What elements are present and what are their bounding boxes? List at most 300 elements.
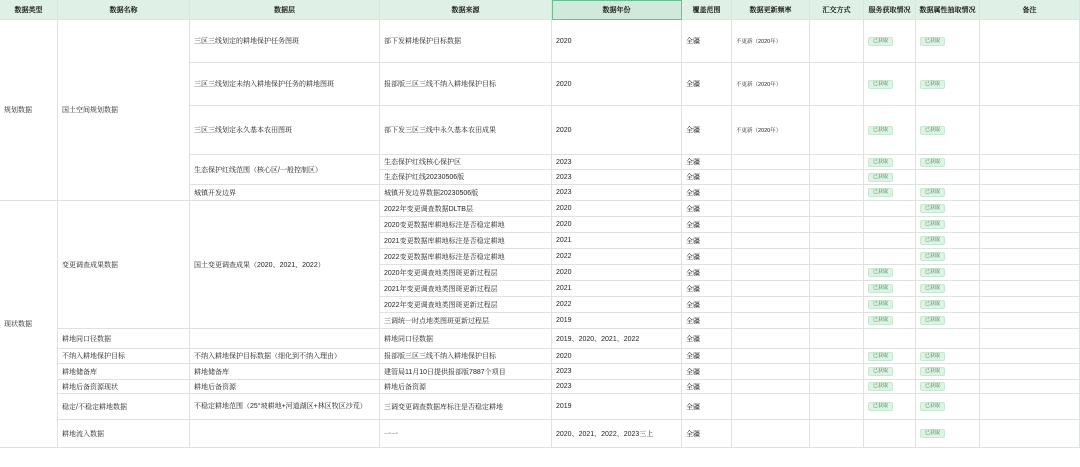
- name-territorial-planning[interactable]: [58, 20, 190, 201]
- cell-layer[interactable]: [190, 380, 380, 394]
- header-service-status[interactable]: [864, 0, 916, 20]
- cell-remarks[interactable]: [980, 380, 1080, 394]
- cell-remarks[interactable]: [980, 329, 1080, 349]
- status-badge: 已获取: [868, 126, 893, 135]
- cell-coverage[interactable]: [682, 249, 732, 265]
- header-data-type[interactable]: [0, 0, 58, 20]
- cell-layer-text: 城镇开发边界: [194, 189, 236, 197]
- cell-source-text: 三调统一时点地类图斑更新过程层: [384, 317, 489, 325]
- cell-name-text: 不纳入耕地保护目标: [62, 353, 125, 360]
- cell-year[interactable]: [552, 201, 682, 217]
- cell-year-text: 2020、2021、2022、2023三上: [556, 430, 654, 438]
- cell-remarks[interactable]: [980, 201, 1080, 217]
- cell-update-frequency[interactable]: [732, 155, 810, 170]
- cell-service-status[interactable]: [864, 420, 916, 448]
- cell-update-frequency[interactable]: [732, 394, 810, 420]
- status-badge: 已获取: [920, 252, 945, 261]
- cell-layer[interactable]: [190, 63, 380, 106]
- cell-year[interactable]: [552, 329, 682, 349]
- cell-remarks[interactable]: [980, 63, 1080, 106]
- cell-coverage-text: 全疆: [686, 301, 700, 309]
- cell-coverage-text: 全疆: [686, 353, 700, 360]
- cell-year[interactable]: [552, 313, 682, 329]
- cell-update-frequency[interactable]: [732, 297, 810, 313]
- cell-attribute-status[interactable]: [916, 201, 980, 217]
- cell-service-status[interactable]: [864, 170, 916, 185]
- cell-submission-method[interactable]: [810, 170, 864, 185]
- cell-submission-method[interactable]: [810, 265, 864, 281]
- cell-coverage-text: 全疆: [686, 403, 700, 411]
- header-service-status-text: 服务获取情况: [868, 6, 911, 14]
- cell-layer-text: 不稳定耕地范围（25°坡耕地+河道湖区+林区牧区沙荒）: [194, 403, 367, 410]
- cell-update-frequency[interactable]: [732, 420, 810, 448]
- cell-coverage[interactable]: [682, 217, 732, 233]
- cell-service-status[interactable]: [864, 201, 916, 217]
- cell-year[interactable]: [552, 217, 682, 233]
- cell-layer-text: 不纳入耕地保护目标数据（细化到不纳入理由）: [194, 353, 341, 360]
- cell-coverage-text: 全疆: [686, 317, 700, 325]
- cell-service-status[interactable]: [864, 329, 916, 349]
- cell-year-text: 2019: [556, 317, 572, 324]
- cell-name[interactable]: [58, 420, 190, 448]
- cell-source[interactable]: [380, 170, 552, 185]
- cell-coverage[interactable]: [682, 63, 732, 106]
- header-data-type-text: 数据类型: [14, 6, 43, 14]
- layer-change-survey-results-text: 国土变更调查成果（2020、2021、2022）: [194, 261, 325, 269]
- layer-change-survey-results[interactable]: [190, 201, 380, 329]
- name-territorial-planning-text: 国土空间规划数据: [62, 107, 118, 114]
- cell-layer[interactable]: [190, 349, 380, 364]
- cell-coverage[interactable]: [682, 185, 732, 201]
- cell-attribute-status[interactable]: [916, 155, 980, 170]
- cell-source-text: 部下发三区三线中永久基本农田成果: [384, 127, 496, 134]
- cell-coverage[interactable]: [682, 233, 732, 249]
- cell-source-text: 2020变更数据库耕地标注是否稳定耕地: [384, 221, 505, 229]
- cell-remarks[interactable]: [980, 281, 1080, 297]
- cell-remarks[interactable]: [980, 349, 1080, 364]
- cell-submission-method[interactable]: [810, 155, 864, 170]
- status-badge: 已获取: [920, 236, 945, 245]
- cell-update-frequency[interactable]: [732, 106, 810, 155]
- cell-name[interactable]: [58, 394, 190, 420]
- status-badge: 已获取: [868, 367, 893, 376]
- cell-service-status[interactable]: [864, 20, 916, 63]
- cell-submission-method[interactable]: [810, 217, 864, 233]
- cell-coverage[interactable]: [682, 106, 732, 155]
- status-badge: 已获取: [920, 37, 945, 46]
- cell-service-status[interactable]: [864, 297, 916, 313]
- cell-update-frequency[interactable]: [732, 63, 810, 106]
- cell-submission-method[interactable]: [810, 420, 864, 448]
- header-submission-method-text: 汇交方式: [822, 6, 851, 14]
- cell-coverage[interactable]: [682, 170, 732, 185]
- layer-ecological-redline-text: 生态保护红线范围（核心区/一般控制区）: [194, 166, 322, 174]
- cell-coverage[interactable]: [682, 420, 732, 448]
- cell-name-text: 耕地同口径数据: [62, 335, 111, 343]
- cell-layer-text: 三区三线划定的耕地保护任务图斑: [194, 38, 299, 45]
- cell-source[interactable]: [380, 281, 552, 297]
- cell-source-text: 一一: [384, 430, 398, 438]
- cell-source-text: 三调变更调查数据库标注是否稳定耕地: [384, 403, 503, 411]
- cell-year-text: 2020: [556, 205, 572, 212]
- cell-year[interactable]: [552, 364, 682, 380]
- cell-submission-method[interactable]: [810, 20, 864, 63]
- cell-year-text: 2023: [556, 189, 572, 196]
- cell-update-frequency[interactable]: [732, 380, 810, 394]
- cell-year[interactable]: [552, 185, 682, 201]
- cell-service-status[interactable]: [864, 233, 916, 249]
- cell-year[interactable]: [552, 63, 682, 106]
- cell-update-frequency[interactable]: [732, 329, 810, 349]
- group-status-data[interactable]: [0, 201, 58, 448]
- cell-attribute-status[interactable]: [916, 63, 980, 106]
- status-badge: 已获取: [868, 80, 893, 89]
- cell-coverage[interactable]: [682, 297, 732, 313]
- cell-update-frequency[interactable]: [732, 185, 810, 201]
- header-data-year[interactable]: [552, 0, 682, 20]
- cell-layer-text: 耕地储备库: [194, 368, 229, 376]
- cell-remarks[interactable]: [980, 265, 1080, 281]
- status-badge: 已获取: [920, 284, 945, 293]
- group-status-data-text: 现状数据: [4, 321, 32, 328]
- cell-coverage[interactable]: [682, 394, 732, 420]
- cell-source-text: 2021年变更调查地类图斑更新过程层: [384, 285, 498, 293]
- cell-source-text: 部下发耕地保护目标数据: [384, 38, 461, 45]
- cell-year-text: 2021: [556, 237, 572, 244]
- cell-source[interactable]: [380, 249, 552, 265]
- cell-coverage-text: 全疆: [686, 221, 700, 229]
- status-badge: 已获取: [920, 367, 945, 376]
- header-attribute-status-text: 数据属性抽取情况: [919, 6, 976, 14]
- status-badge: 已获取: [868, 158, 893, 167]
- cell-update-frequency[interactable]: [732, 201, 810, 217]
- cell-coverage[interactable]: [682, 281, 732, 297]
- cell-remarks[interactable]: [980, 217, 1080, 233]
- layer-ecological-redline[interactable]: [190, 155, 380, 185]
- cell-service-status[interactable]: [864, 106, 916, 155]
- cell-source[interactable]: [380, 380, 552, 394]
- cell-service-status[interactable]: [864, 63, 916, 106]
- cell-name-text: 耕地流入数据: [62, 430, 104, 438]
- cell-attribute-status[interactable]: [916, 329, 980, 349]
- cell-source-text: 生态保护红线核心保护区: [384, 159, 461, 166]
- cell-update-frequency[interactable]: [732, 20, 810, 63]
- cell-service-status[interactable]: [864, 217, 916, 233]
- cell-update-frequency[interactable]: [732, 217, 810, 233]
- cell-source-text: 2021变更数据库耕地标注是否稳定耕地: [384, 237, 505, 245]
- cell-source[interactable]: [380, 185, 552, 201]
- cell-name-text: 稳定/不稳定耕地数据: [62, 403, 127, 411]
- cell-submission-method[interactable]: [810, 63, 864, 106]
- cell-layer[interactable]: [190, 420, 380, 448]
- header-remarks-text: 备注: [1022, 6, 1037, 14]
- cell-coverage-text: 全疆: [686, 269, 700, 277]
- cell-source[interactable]: [380, 233, 552, 249]
- cell-source[interactable]: [380, 297, 552, 313]
- cell-source[interactable]: [380, 265, 552, 281]
- cell-year-text: 2021: [556, 285, 572, 292]
- cell-submission-method[interactable]: [810, 297, 864, 313]
- cell-year[interactable]: [552, 349, 682, 364]
- cell-attribute-status[interactable]: [916, 106, 980, 155]
- status-badge: 已获取: [868, 316, 893, 325]
- cell-submission-method[interactable]: [810, 313, 864, 329]
- header-data-source-text: 数据来源: [451, 6, 480, 14]
- cell-source[interactable]: [380, 63, 552, 106]
- cell-year[interactable]: [552, 380, 682, 394]
- status-badge: 已获取: [868, 284, 893, 293]
- cell-remarks[interactable]: [980, 249, 1080, 265]
- cell-submission-method[interactable]: [810, 249, 864, 265]
- cell-update-frequency[interactable]: [732, 233, 810, 249]
- cell-year-text: 2022: [556, 301, 572, 308]
- status-badge: 已获取: [920, 220, 945, 229]
- cell-layer-text: 三区三线划定未纳入耕地保护任务的耕地图斑: [194, 81, 334, 88]
- name-change-survey[interactable]: [58, 201, 190, 329]
- cell-coverage-text: 全疆: [686, 335, 700, 343]
- cell-coverage-text: 全疆: [686, 159, 700, 166]
- cell-year-text: 2020: [556, 221, 572, 228]
- cell-update-frequency[interactable]: [732, 349, 810, 364]
- cell-year[interactable]: [552, 249, 682, 265]
- status-badge: 已获取: [868, 300, 893, 309]
- status-badge: 已获取: [868, 402, 893, 411]
- cell-remarks[interactable]: [980, 155, 1080, 170]
- cell-source[interactable]: [380, 313, 552, 329]
- cell-remarks[interactable]: [980, 313, 1080, 329]
- cell-remarks[interactable]: [980, 394, 1080, 420]
- cell-coverage[interactable]: [682, 364, 732, 380]
- cell-source-text: 生态保护红线20230506版: [384, 174, 465, 181]
- cell-source[interactable]: [380, 394, 552, 420]
- cell-year-text: 2023: [556, 173, 572, 181]
- header-coverage-text: 覆盖范围: [692, 6, 721, 14]
- cell-remarks[interactable]: [980, 106, 1080, 155]
- status-badge: 已获取: [920, 126, 945, 135]
- status-badge: 已获取: [920, 80, 945, 89]
- header-remarks[interactable]: [980, 0, 1080, 20]
- cell-remarks[interactable]: [980, 420, 1080, 448]
- cell-layer-text: 三区三线划定永久基本农田图斑: [194, 127, 292, 134]
- cell-submission-method[interactable]: [810, 201, 864, 217]
- cell-year[interactable]: [552, 265, 682, 281]
- cell-submission-method[interactable]: [810, 233, 864, 249]
- cell-attribute-status[interactable]: [916, 349, 980, 364]
- cell-source-text: 报部版三区三线不纳入耕地保护目标: [384, 353, 496, 360]
- cell-source-text: 耕地同口径数据: [384, 335, 433, 343]
- cell-coverage-text: 全疆: [686, 38, 700, 45]
- cell-source[interactable]: [380, 20, 552, 63]
- cell-attribute-status[interactable]: [916, 313, 980, 329]
- cell-submission-method[interactable]: [810, 394, 864, 420]
- cell-service-status[interactable]: [864, 155, 916, 170]
- cell-coverage[interactable]: [682, 329, 732, 349]
- cell-source[interactable]: [380, 420, 552, 448]
- cell-source[interactable]: [380, 364, 552, 380]
- status-badge: 已获取: [868, 352, 893, 361]
- header-data-layer[interactable]: [190, 0, 380, 20]
- cell-name[interactable]: [58, 349, 190, 364]
- cell-attribute-status[interactable]: [916, 20, 980, 63]
- cell-service-status[interactable]: [864, 265, 916, 281]
- cell-attribute-status[interactable]: [916, 394, 980, 420]
- cell-source[interactable]: [380, 349, 552, 364]
- cell-name-text: 耕地后备资源现状: [62, 383, 118, 391]
- cell-name[interactable]: [58, 380, 190, 394]
- cell-coverage[interactable]: [682, 201, 732, 217]
- cell-year[interactable]: [552, 297, 682, 313]
- cell-coverage-text: 全疆: [686, 189, 700, 197]
- cell-layer[interactable]: [190, 329, 380, 349]
- cell-year[interactable]: [552, 155, 682, 170]
- cell-remarks[interactable]: [980, 364, 1080, 380]
- header-data-layer-text: 数据层: [274, 6, 295, 14]
- cell-year-text: 2022: [556, 253, 572, 260]
- cell-remarks[interactable]: [980, 20, 1080, 63]
- cell-coverage-text: 全疆: [686, 285, 700, 293]
- status-badge: 已获取: [920, 300, 945, 309]
- cell-submission-method[interactable]: [810, 364, 864, 380]
- cell-attribute-status[interactable]: [916, 364, 980, 380]
- cell-submission-method[interactable]: [810, 281, 864, 297]
- cell-update-frequency[interactable]: [732, 249, 810, 265]
- cell-submission-method[interactable]: [810, 380, 864, 394]
- cell-name-text: 耕地储备库: [62, 368, 97, 376]
- status-badge: 已获取: [920, 382, 945, 391]
- cell-year[interactable]: [552, 281, 682, 297]
- status-badge: 已获取: [920, 429, 945, 438]
- cell-name[interactable]: [58, 364, 190, 380]
- header-data-source[interactable]: [380, 0, 552, 20]
- cell-attribute-status[interactable]: [916, 233, 980, 249]
- status-badge: 已获取: [920, 352, 945, 361]
- cell-layer[interactable]: [190, 394, 380, 420]
- cell-year[interactable]: [552, 106, 682, 155]
- cell-service-status[interactable]: [864, 349, 916, 364]
- cell-coverage-text: 全疆: [686, 237, 700, 245]
- status-badge: 已获取: [920, 268, 945, 277]
- cell-coverage-text: 全疆: [686, 430, 700, 438]
- header-attribute-status[interactable]: [916, 0, 980, 20]
- cell-submission-method[interactable]: [810, 329, 864, 349]
- status-badge: 已获取: [868, 173, 893, 182]
- cell-year[interactable]: [552, 420, 682, 448]
- status-badge: 已获取: [920, 188, 945, 197]
- cell-year[interactable]: [552, 394, 682, 420]
- cell-layer[interactable]: [190, 364, 380, 380]
- cell-submission-method[interactable]: [810, 349, 864, 364]
- cell-source[interactable]: [380, 155, 552, 170]
- cell-year-text: 2023: [556, 368, 572, 375]
- cell-update-frequency[interactable]: [732, 170, 810, 185]
- cell-source[interactable]: [380, 106, 552, 155]
- cell-remarks[interactable]: [980, 170, 1080, 185]
- cell-attribute-status[interactable]: [916, 297, 980, 313]
- cell-service-status[interactable]: [864, 380, 916, 394]
- cell-submission-method[interactable]: [810, 185, 864, 201]
- status-badge: 已获取: [868, 268, 893, 277]
- cell-layer[interactable]: [190, 20, 380, 63]
- cell-year-text: 2019: [556, 403, 572, 410]
- cell-attribute-status[interactable]: [916, 265, 980, 281]
- cell-coverage[interactable]: [682, 20, 732, 63]
- cell-source-text: 2022年变更调查地类图斑更新过程层: [384, 301, 498, 309]
- cell-year-text: 2023: [556, 158, 572, 166]
- cell-coverage[interactable]: [682, 265, 732, 281]
- cell-coverage[interactable]: [682, 380, 732, 394]
- cell-service-status[interactable]: [864, 185, 916, 201]
- cell-attribute-status[interactable]: [916, 170, 980, 185]
- cell-layer[interactable]: [190, 185, 380, 201]
- cell-remarks[interactable]: [980, 185, 1080, 201]
- cell-coverage-text: 全疆: [686, 127, 700, 134]
- group-planning-data[interactable]: [0, 20, 58, 201]
- cell-source[interactable]: [380, 201, 552, 217]
- cell-attribute-status[interactable]: [916, 249, 980, 265]
- cell-attribute-status[interactable]: [916, 281, 980, 297]
- cell-source[interactable]: [380, 217, 552, 233]
- header-data-year-text: 数据年份: [602, 6, 631, 14]
- cell-service-status[interactable]: [864, 394, 916, 420]
- cell-update-frequency[interactable]: [732, 281, 810, 297]
- cell-source[interactable]: [380, 329, 552, 349]
- cell-attribute-status[interactable]: [916, 185, 980, 201]
- cell-source-text: 建管局11月10日提供报部版7887个项目: [384, 368, 506, 376]
- header-data-name[interactable]: [58, 0, 190, 20]
- cell-attribute-status[interactable]: [916, 420, 980, 448]
- cell-coverage[interactable]: [682, 155, 732, 170]
- header-submission-method[interactable]: [810, 0, 864, 20]
- cell-year-text: 2020: [556, 269, 572, 276]
- cell-year-text: 2020: [556, 80, 572, 88]
- cell-coverage[interactable]: [682, 313, 732, 329]
- status-badge: 已获取: [920, 158, 945, 167]
- cell-year[interactable]: [552, 170, 682, 185]
- status-badge: 已获取: [868, 382, 893, 391]
- cell-coverage-text: 全疆: [686, 174, 700, 181]
- cell-update-frequency-text: 不更新（2020年）: [736, 82, 782, 88]
- cell-service-status[interactable]: [864, 249, 916, 265]
- cell-coverage-text: 全疆: [686, 368, 700, 376]
- cell-layer[interactable]: [190, 106, 380, 155]
- cell-submission-method[interactable]: [810, 106, 864, 155]
- header-update-frequency[interactable]: [732, 0, 810, 20]
- cell-service-status[interactable]: [864, 313, 916, 329]
- cell-year[interactable]: [552, 233, 682, 249]
- cell-update-frequency-text: 不更新（2020年）: [736, 128, 782, 134]
- status-badge: 已获取: [920, 316, 945, 325]
- cell-attribute-status[interactable]: [916, 217, 980, 233]
- cell-update-frequency[interactable]: [732, 265, 810, 281]
- cell-attribute-status[interactable]: [916, 380, 980, 394]
- cell-year[interactable]: [552, 20, 682, 63]
- cell-year-text: 2020: [556, 37, 572, 45]
- header-data-name-text: 数据名称: [109, 6, 138, 14]
- cell-coverage-text: 全疆: [686, 383, 700, 391]
- cell-service-status[interactable]: [864, 281, 916, 297]
- cell-service-status[interactable]: [864, 364, 916, 380]
- cell-year-text: 2019、2020、2021、2022: [556, 335, 640, 343]
- cell-update-frequency[interactable]: [732, 364, 810, 380]
- cell-coverage[interactable]: [682, 349, 732, 364]
- cell-update-frequency[interactable]: [732, 313, 810, 329]
- cell-remarks[interactable]: [980, 233, 1080, 249]
- header-coverage[interactable]: [682, 0, 732, 20]
- status-badge: 已获取: [868, 188, 893, 197]
- name-change-survey-text: 变更调查成果数据: [62, 261, 118, 269]
- cell-remarks[interactable]: [980, 297, 1080, 313]
- cell-name[interactable]: [58, 329, 190, 349]
